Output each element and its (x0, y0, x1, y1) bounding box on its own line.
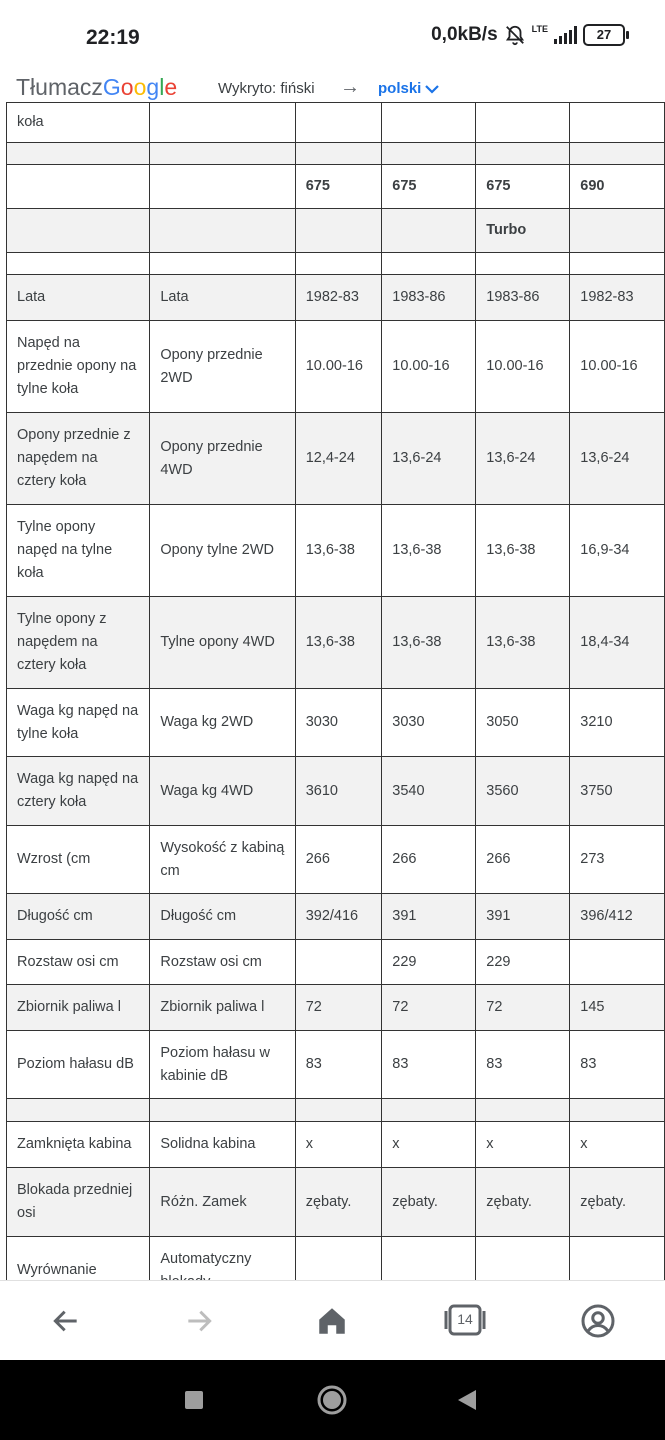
table-cell-value: 391 (382, 894, 476, 940)
table-cell-value (382, 103, 476, 143)
table-cell-value: 391 (476, 894, 570, 940)
table-cell-value (295, 103, 382, 143)
battery-icon (583, 24, 625, 46)
table-cell-value (382, 143, 476, 165)
table-cell-value: zębaty. (382, 1168, 476, 1237)
lte-indicator: LTE (531, 23, 548, 34)
table-cell-label: Lata (7, 275, 150, 321)
table-cell-value: 392/416 (295, 894, 382, 940)
table-cell-value: 675 (295, 165, 382, 209)
table-cell-label (7, 165, 150, 209)
battery-level: 27 (596, 27, 612, 42)
table-cell-value: 13,6-38 (295, 505, 382, 597)
table-cell-value: 10.00-16 (570, 321, 665, 413)
table-cell-value (476, 253, 570, 275)
table-cell-value: 13,6-38 (476, 597, 570, 689)
table-cell-label: Zamknięta kabina (7, 1122, 150, 1168)
table-cell-alt-label: Rozstaw osi cm (150, 940, 295, 985)
detected-language[interactable]: Wykryto: fiński (218, 80, 315, 97)
table-cell-value: 1983-86 (382, 275, 476, 321)
bell-muted-icon (504, 24, 526, 46)
table-cell-alt-label: Lata (150, 275, 295, 321)
table-row (7, 209, 665, 253)
table-cell-value: 13,6-24 (570, 413, 665, 505)
target-language-label: polski (378, 80, 422, 97)
target-language-dropdown[interactable] (378, 80, 439, 97)
table-cell-value: 3030 (382, 689, 476, 757)
table-row (7, 597, 665, 689)
table-cell-value (570, 209, 665, 253)
table-cell-value: 10.00-16 (382, 321, 476, 413)
table-cell-alt-label: Automatyczny (150, 1237, 295, 1305)
table-cell-label: Waga kg napęd na cztery koła (7, 757, 150, 826)
table-cell-value: 229 (382, 940, 476, 985)
table-cell-label: Rozstaw osi cm (7, 940, 150, 985)
table-cell-value: zębaty. (570, 1168, 665, 1237)
table-cell-value: x (382, 1122, 476, 1168)
arrow-right-icon: → (340, 76, 360, 98)
table-cell-value (476, 103, 570, 143)
table-row (7, 940, 665, 985)
spec-table (6, 102, 665, 1305)
table-cell-value (295, 209, 382, 253)
table-cell-alt-label: Tylne opony 4WD (150, 597, 295, 689)
table-cell-value (382, 1099, 476, 1122)
account-circle-icon (580, 1303, 616, 1339)
table-cell-value: 13,6-38 (382, 505, 476, 597)
table-cell-value: 13,6-38 (476, 505, 570, 597)
table-row (7, 413, 665, 505)
table-row (7, 1168, 665, 1237)
table-cell-value: x (295, 1122, 382, 1168)
table-cell-value: x (476, 1122, 570, 1168)
table-cell-value: 72 (476, 985, 570, 1031)
table-cell-value: 13,6-38 (382, 597, 476, 689)
table-cell-label: Napęd na przednie opony na tylne koła (7, 321, 150, 413)
back-button[interactable] (44, 1299, 88, 1343)
table-cell-alt-label: Waga kg 2WD (150, 689, 295, 757)
table-cell-value: 3210 (570, 689, 665, 757)
chevron-down-icon (425, 84, 439, 94)
table-cell-alt-label: Wysokość z kabiną cm (150, 826, 295, 894)
table-cell-label (7, 253, 150, 275)
table-cell-value (570, 103, 665, 143)
table-cell-alt-label: Opony przednie 4WD (150, 413, 295, 505)
home-icon (315, 1304, 349, 1338)
network-speed: 0,0kB/s (431, 24, 498, 45)
system-nav-bar (0, 1360, 665, 1440)
table-cell-value: 266 (382, 826, 476, 894)
table-cell-value: 3610 (295, 757, 382, 826)
table-cell-label (7, 209, 150, 253)
table-row (7, 1122, 665, 1168)
recents-button[interactable] (184, 1390, 204, 1410)
table-cell-value: 83 (476, 1031, 570, 1099)
table-cell-label: Blokada przedniej osi (7, 1168, 150, 1237)
table-cell-value (570, 253, 665, 275)
table-row (7, 757, 665, 826)
table-cell-value: 229 (476, 940, 570, 985)
table-cell-alt-label (150, 209, 295, 253)
table-cell-value (295, 143, 382, 165)
table-cell-alt-label: Opony przednie 2WD (150, 321, 295, 413)
home-button[interactable] (310, 1299, 354, 1343)
spec-table-wrapper (6, 102, 665, 1305)
table-cell-value (570, 1099, 665, 1122)
table-cell-value: 396/412 (570, 894, 665, 940)
forward-button[interactable] (177, 1299, 221, 1343)
table-cell-value: zębaty. (295, 1168, 382, 1237)
table-cell-value: 18,4-34 (570, 597, 665, 689)
table-cell-alt-label: Waga kg 4WD (150, 757, 295, 826)
table-cell-value: 266 (295, 826, 382, 894)
table-cell-value: 72 (295, 985, 382, 1031)
table-row (7, 985, 665, 1031)
tabs-count: 14 (457, 1311, 473, 1327)
table-cell-value (570, 143, 665, 165)
table-cell-label: Wzrost (cm (7, 826, 150, 894)
table-cell-label: Poziom hałasu dB (7, 1031, 150, 1099)
table-cell-value (476, 1099, 570, 1122)
table-cell-alt-label (150, 253, 295, 275)
table-cell-value: 690 (570, 165, 665, 209)
translated-page[interactable] (0, 114, 665, 1280)
table-cell-value: 10.00-16 (476, 321, 570, 413)
table-cell-value (382, 253, 476, 275)
table-cell-alt-label (150, 103, 295, 143)
triangle-back-icon (456, 1388, 480, 1412)
table-row (7, 165, 665, 209)
table-cell-value: 83 (295, 1031, 382, 1099)
table-row (7, 689, 665, 757)
table-cell-label: Długość cm (7, 894, 150, 940)
table-cell-value: 13,6-38 (295, 597, 382, 689)
square-icon (184, 1390, 204, 1410)
table-cell-alt-label: Poziom hałasu w kabinie dB (150, 1031, 295, 1099)
table-cell-label: Tylne opony napęd na tylne koła (7, 505, 150, 597)
table-cell-value (295, 1099, 382, 1122)
table-row (7, 321, 665, 413)
table-row (7, 1099, 665, 1122)
table-cell-value: 675 (382, 165, 476, 209)
table-cell-value: 13,6-24 (476, 413, 570, 505)
table-cell-value (295, 253, 382, 275)
table-cell-value: 3050 (476, 689, 570, 757)
table-cell-label: koła (7, 103, 150, 143)
table-cell-alt-label (150, 1099, 295, 1122)
table-cell-value: 273 (570, 826, 665, 894)
table-cell-value: 145 (570, 985, 665, 1031)
arrow-right-icon (183, 1305, 215, 1337)
table-cell-label: Opony przednie z napędem na cztery koła (7, 413, 150, 505)
status-indicators (431, 24, 625, 46)
table-cell-value: 1982-83 (295, 275, 382, 321)
table-cell-value: 16,9-34 (570, 505, 665, 597)
table-cell-alt-label (150, 143, 295, 165)
table-cell-value: 266 (476, 826, 570, 894)
table-cell-value (476, 143, 570, 165)
table-cell-alt-label: Różn. Zamek (150, 1168, 295, 1237)
system-back-button[interactable] (456, 1388, 480, 1412)
arrow-left-icon (50, 1305, 82, 1337)
table-cell-alt-label: Solidna kabina (150, 1122, 295, 1168)
status-bar (0, 0, 665, 72)
table-cell-value: 675 (476, 165, 570, 209)
table-cell-value: 72 (382, 985, 476, 1031)
table-cell-value: 10.00-16 (295, 321, 382, 413)
table-cell-value: Turbo (476, 209, 570, 253)
table-row (7, 894, 665, 940)
table-row (7, 505, 665, 597)
signal-icon (554, 26, 577, 44)
circle-icon (316, 1384, 348, 1416)
table-cell-value: 83 (382, 1031, 476, 1099)
table-cell-value: 83 (570, 1031, 665, 1099)
system-home-button[interactable] (316, 1384, 348, 1416)
table-cell-value: 3540 (382, 757, 476, 826)
table-cell-value: 1982-83 (570, 275, 665, 321)
table-cell-value: 1983-86 (476, 275, 570, 321)
table-row (7, 103, 665, 143)
table-cell-label: Tylne opony z napędem na cztery koła (7, 597, 150, 689)
table-row (7, 253, 665, 275)
table-cell-label: Wyrównanie (7, 1237, 150, 1305)
table-row (7, 1031, 665, 1099)
table-row (7, 143, 665, 165)
table-cell-value: 13,6-24 (382, 413, 476, 505)
table-cell-value (382, 209, 476, 253)
table-cell-label (7, 1099, 150, 1122)
table-row (7, 826, 665, 894)
table-cell-alt-label: Opony tylne 2WD (150, 505, 295, 597)
table-cell-value (295, 940, 382, 985)
table-cell-value: 12,4-24 (295, 413, 382, 505)
browser-bottom-nav (0, 1280, 665, 1361)
tabs-button[interactable] (443, 1299, 487, 1343)
table-cell-label: Waga kg napęd na tylne koła (7, 689, 150, 757)
table-cell-alt-label: Zbiornik paliwa l (150, 985, 295, 1031)
google-translate-logo[interactable]: TłumaczGoogle (16, 74, 178, 100)
table-cell-value (570, 940, 665, 985)
table-cell-label: Zbiornik paliwa l (7, 985, 150, 1031)
table-cell-value: 3750 (570, 757, 665, 826)
table-cell-value: 3030 (295, 689, 382, 757)
status-time: 22:19 (86, 26, 140, 49)
table-cell-label (7, 143, 150, 165)
table-row (7, 275, 665, 321)
table-cell-alt-label: Długość cm (150, 894, 295, 940)
logo-prefix: Tłumacz (16, 74, 103, 100)
table-cell-alt-label (150, 165, 295, 209)
table-cell-value: 3560 (476, 757, 570, 826)
table-cell-value: x (570, 1122, 665, 1168)
table-cell-value: zębaty. (476, 1168, 570, 1237)
account-button[interactable] (576, 1299, 620, 1343)
